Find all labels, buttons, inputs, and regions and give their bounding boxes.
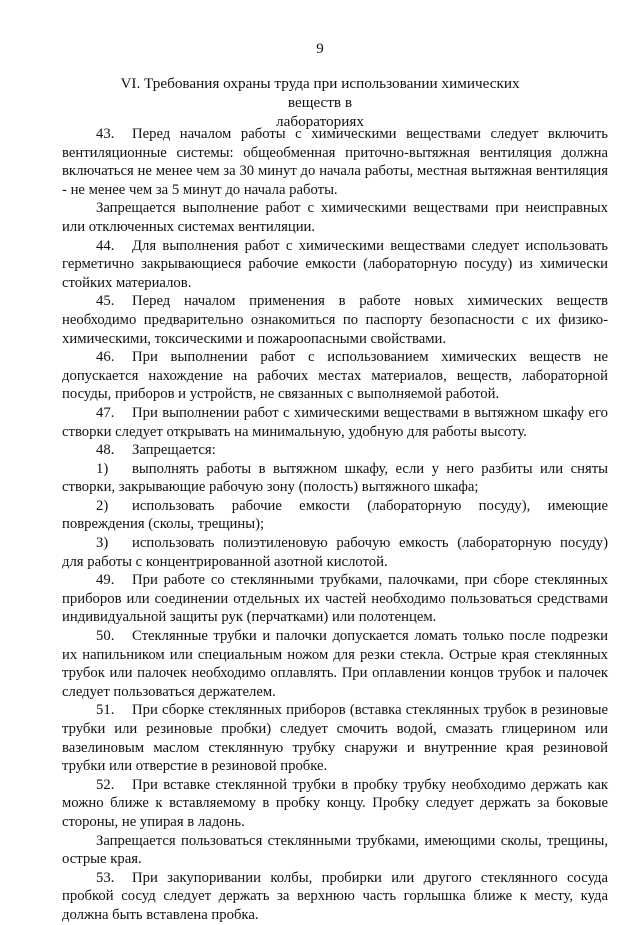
paragraph-text: При закупоривании колбы, пробирки или другого стеклянного сосуда пробкой сосуд следует держать за верхнюю часть горлышка ближе к месту, куда должна быть вставлена пробка.: [62, 869, 608, 923]
paragraph-number: 45.: [96, 293, 115, 310]
paragraph-43: [62, 125, 608, 199]
paragraph-text: При выполнении работ с химическими веществами в вытяжном шкафу его створки следует открывать на минимальную, удобную для работы высоту.: [62, 404, 608, 440]
paragraph-number: 44.: [96, 237, 115, 254]
paragraph-45: [62, 292, 608, 348]
paragraph-text: Для выполнения работ с химическими веществами следует использовать герметично закрывающиеся рабочие емкости (лабораторную посуду) из химически стойких материалов.: [62, 237, 608, 291]
paragraph-text: При сборке стеклянных приборов (вставка стеклянных трубок в резиновые трубки или резиновые пробки) следует смочить водой, смазать глицерином или вазелиновым маслом стеклянную трубку снаружи и внутренние края резиновой трубки или отверстие в резиновой пробке.: [62, 702, 608, 775]
list-item-number: 1): [96, 460, 109, 477]
paragraph-text: При выполнении работ с использованием химических веществ не допускается нахождение на рабочих местах материалов, веществ, лабораторной посуды, приборов и устройств, не связанных с выполняемой работой.: [62, 349, 608, 403]
paragraph-number: 53.: [96, 869, 115, 886]
paragraph-50: [62, 627, 608, 701]
list-item-text: выполнять работы в вытяжном шкафу, если у него разбиты или сняты створки, закрывающие рабочую зону (полость) вытяжного шкафа;: [62, 460, 608, 496]
list-item-number: 2): [96, 497, 109, 514]
paragraph-49: [62, 571, 608, 627]
paragraph-47: [62, 404, 608, 441]
paragraph-53: [62, 869, 608, 925]
paragraph-text: При вставке стеклянной трубки в пробку трубку необходимо держать как можно ближе к вставляемому в пробку концу. Пробку следует держать за боковые стороны, не упирая в ладонь.: [62, 776, 608, 830]
list-item-2: [62, 497, 608, 534]
paragraph-number: 43.: [96, 126, 115, 142]
page-number: 9: [316, 41, 324, 57]
paragraph-number: 51.: [96, 702, 115, 719]
paragraph-51: [62, 701, 608, 775]
paragraph-text: Стеклянные трубки и палочки допускается ломать только после подрезки их напильником или специальным ножом для резки стекла. Острые края стеклянных трубок или палочек необходимо оплавлять. При оплавлении концов трубок и палочек следует пользоваться держателем.: [62, 628, 608, 700]
paragraph-number: 46.: [96, 349, 115, 366]
section-title: [110, 74, 530, 131]
paragraph-text: Перед началом применения в работе новых химических веществ необходимо предварительно ознакомиться по паспорту безопасности с их физико-химическими, токсическими и пожароопасными свойствами.: [62, 293, 608, 347]
list-item-3: [62, 534, 608, 571]
list-item-number: 3): [96, 535, 109, 552]
paragraph-text: Запрещается пользоваться стеклянными трубками, имеющими сколы, трещины, острые края.: [62, 832, 608, 868]
paragraph-text: При работе со стеклянными трубками, палочками, при сборе стеклянных приборов или соединении отдельных их частей необходимо пользоваться средствами индивидуальной защиты рук (перчатками) или полотенцем.: [62, 572, 608, 626]
body-text: [62, 125, 608, 925]
list-item-text: использовать рабочие емкости (лабораторную посуду), имеющие повреждения (сколы, трещины);: [62, 497, 608, 533]
paragraph-number: 49.: [96, 572, 115, 589]
paragraph-52-prohibition: [62, 832, 608, 869]
paragraph-52: [62, 776, 608, 832]
paragraph-44: [62, 237, 608, 293]
list-item-1: [62, 460, 608, 497]
paragraph-text: Запрещается выполнение работ с химическими веществами при неисправных или отключенных системах вентиляции.: [62, 200, 608, 235]
paragraph-text: Запрещается:: [132, 442, 216, 459]
paragraph-48: [62, 441, 608, 460]
paragraph-text: Перед началом работы с химическими веществами следует включить вентиляционные системы: общеобменная приточно-вытяжная вентиляция должна включаться не менее чем за 30 минут до начала работы, местная вытяжная вентиляция - не менее чем за 5 минут до начала работы.: [62, 126, 608, 198]
paragraph-number: 52.: [96, 776, 115, 793]
list-item-text: использовать полиэтиленовую рабочую емкость (лабораторную посуду) для работы с концентрированной азотной кислотой.: [62, 535, 608, 570]
section-title-line-1: VI. Требования охраны труда при использовании химических веществ в: [120, 75, 520, 111]
section-title-line-2: лабораториях: [276, 113, 364, 130]
paragraph-46: [62, 348, 608, 404]
paragraph-number: 50.: [96, 628, 115, 645]
paragraph-43-prohibition: [62, 199, 608, 236]
paragraph-number: 48.: [96, 442, 115, 459]
paragraph-number: 47.: [96, 404, 115, 421]
